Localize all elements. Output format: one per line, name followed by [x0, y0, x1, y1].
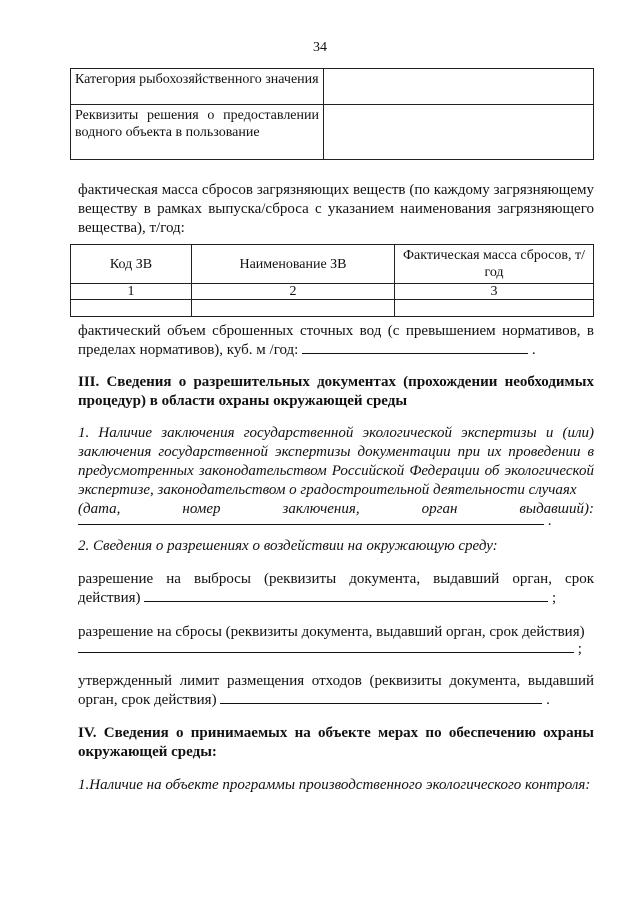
wastewater-paragraph — [78, 322, 594, 360]
emissions-blank[interactable] — [144, 589, 548, 602]
info-table — [70, 68, 594, 160]
item2-text: 2. Сведения о разрешениях о воздействии на окружающую среду: — [78, 538, 498, 554]
table-row — [71, 300, 594, 317]
page-number: 34 — [313, 40, 327, 55]
discharges-text: разрешение на сбросы (реквизиты документа, выдавший орган, срок действия) — [78, 624, 585, 640]
info-value-fishery-category — [324, 69, 594, 105]
waste-dot: . — [546, 692, 550, 708]
wastewater-text: фактический объем сброшенных сточных вод (с превышением нормативов, в пределах нормативов), куб. м /год: — [78, 323, 594, 358]
col-header-mass: Фактическая масса сбросов, т/год — [395, 245, 594, 284]
info-label-fishery-category: Категория рыбохозяйственного значения — [71, 69, 324, 105]
item1-blank-line — [78, 512, 594, 531]
col-header-code: Код ЗВ — [71, 245, 192, 284]
emissions-line1: разрешение на выбросы (реквизиты документа, выдавший орган, срок — [78, 571, 594, 587]
item1-last-line: (дата, номер заключения, орган выдавший): — [78, 501, 594, 517]
table-row — [71, 69, 594, 105]
table-row — [71, 245, 594, 284]
wastewater-blank[interactable] — [302, 341, 528, 354]
table-row — [71, 105, 594, 160]
col-number-1: 1 — [71, 284, 192, 300]
discharges-blank[interactable] — [78, 640, 574, 653]
emissions-label: действия) — [78, 590, 141, 606]
emissions-semicolon: ; — [552, 590, 557, 606]
col-number-3: 3 — [395, 284, 594, 300]
program-text: 1.Наличие на объекте программы производственного экологического контроля: — [78, 777, 591, 793]
discharges-blank-line — [78, 640, 594, 659]
mass-table — [70, 244, 594, 317]
item1-dot: . — [547, 513, 552, 529]
table-row — [71, 284, 594, 300]
empty-cell — [71, 300, 192, 317]
waste-line1: утвержденный лимит размещения отходов (реквизиты документа, выдавший — [78, 673, 594, 689]
item1-text: 1. Наличие заключения государственной экологической экспертизы и (или) заключения государственной экспертизы документации при их проведении в предусмотренных законодательством Российской Федерации об экологической экспертизе, законодательством о градостроительной деятельности случаях — [78, 425, 594, 498]
item1-blank[interactable] — [78, 512, 544, 525]
section4-heading: IV. Сведения о принимаемых на объекте мерах по обеспечению охраны окружающей среды: — [78, 725, 594, 760]
waste-label: орган, срок действия) — [78, 692, 217, 708]
discharges-semicolon: ; — [577, 641, 582, 657]
col-header-name: Наименование ЗВ — [192, 245, 395, 284]
empty-cell — [395, 300, 594, 317]
intro-mass-text: фактическая масса сбросов загрязняющих веществ (по каждому загрязняющему веществу в рамках выпуска/сброса с указанием наименования загрязняющего вещества), т/год: — [78, 182, 594, 236]
info-label-water-decision: Реквизиты решения о предоставлении водного объекта в пользование — [71, 105, 324, 160]
waste-line2 — [78, 691, 594, 710]
empty-cell — [192, 300, 395, 317]
wastewater-dot: . — [531, 342, 536, 358]
info-value-water-decision — [324, 105, 594, 160]
item1-paragraph — [78, 424, 594, 500]
col-number-2: 2 — [192, 284, 395, 300]
section3-heading: III. Сведения о разрешительных документах (прохождении необходимых процедур) в области охраны окружающей среды — [78, 374, 594, 409]
emissions-line2 — [78, 589, 594, 608]
waste-blank[interactable] — [220, 691, 542, 704]
